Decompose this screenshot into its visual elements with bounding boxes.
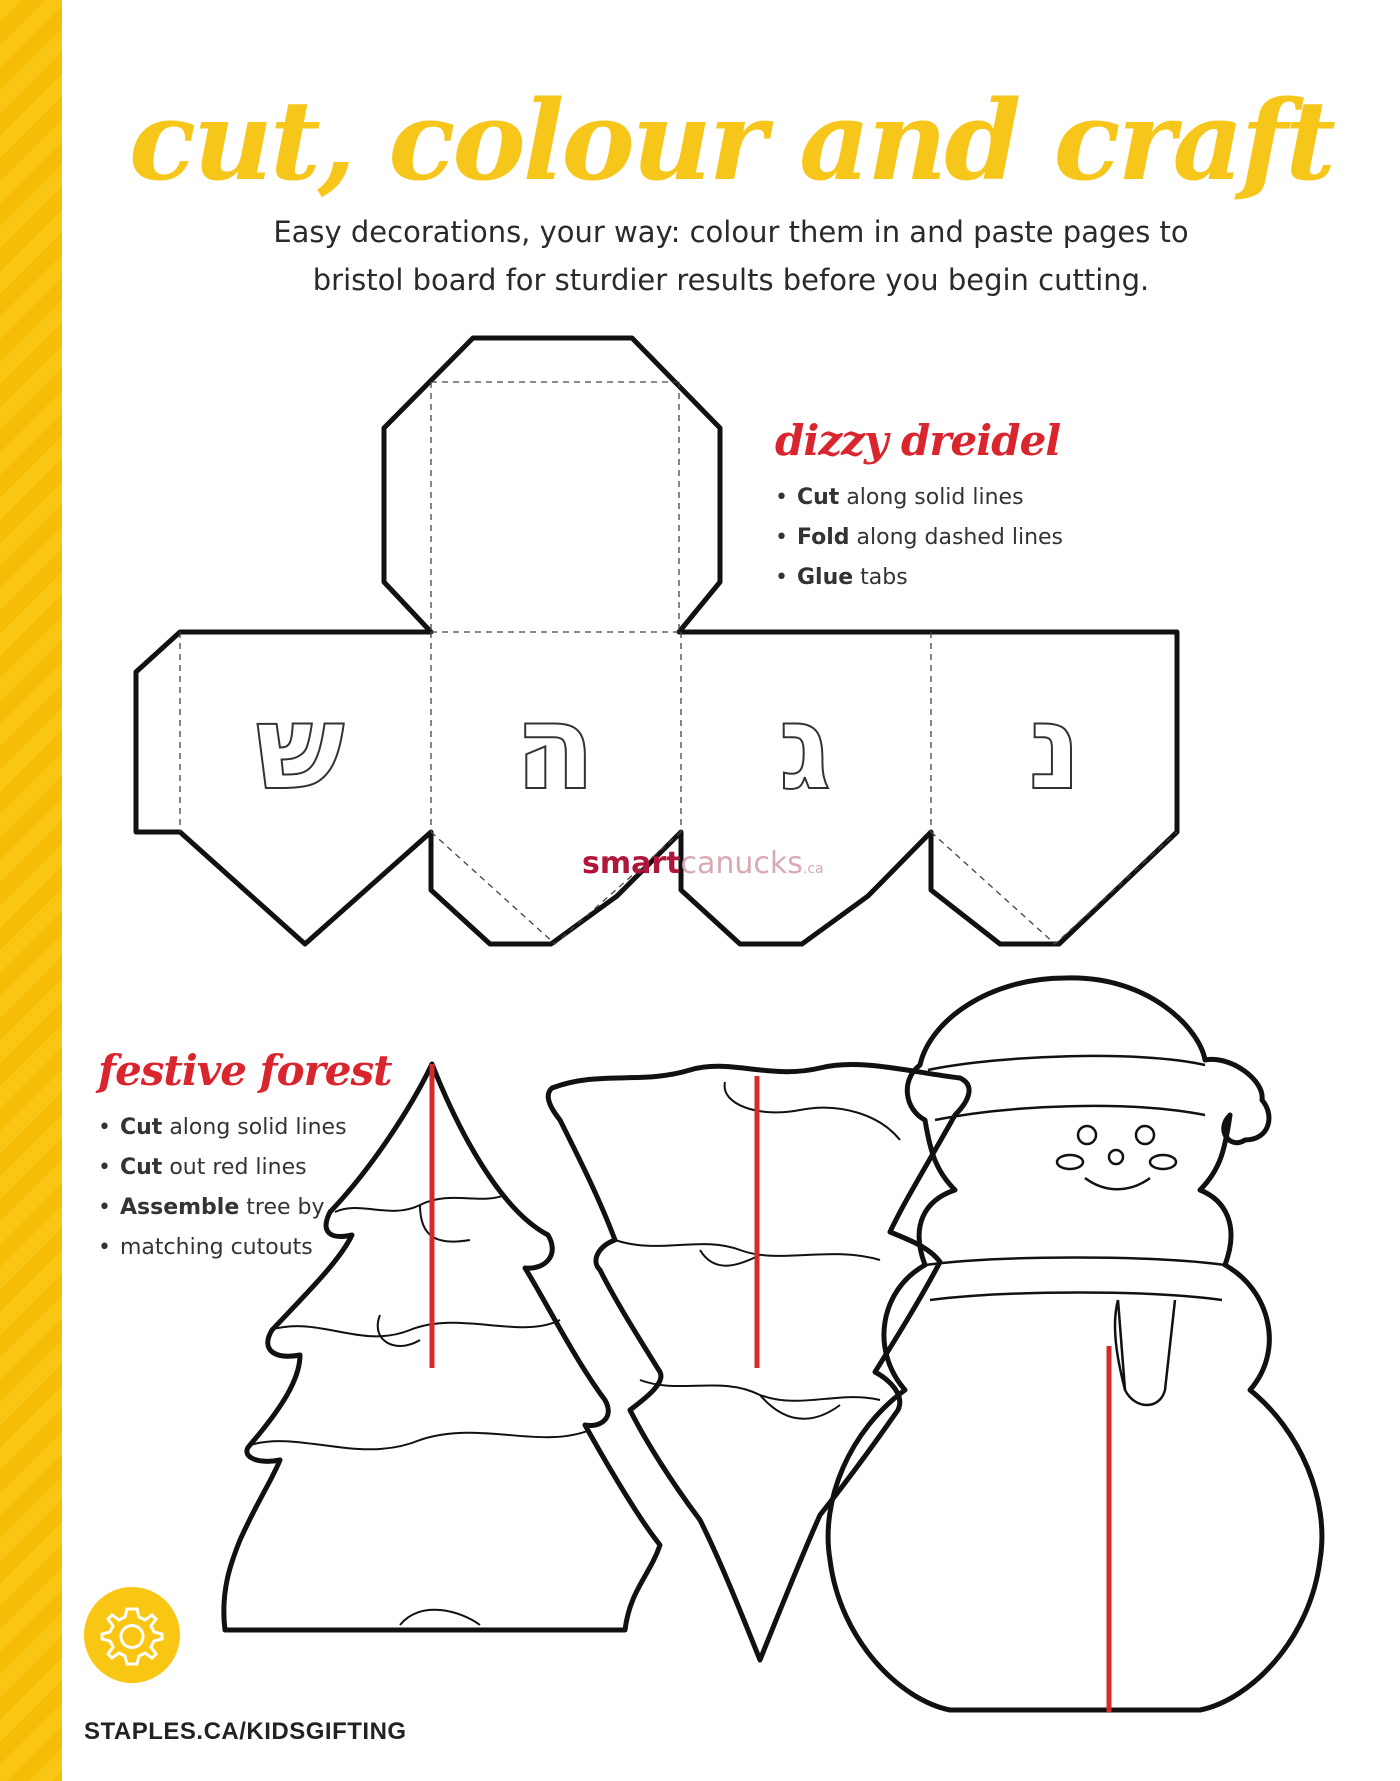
- snowman-smile: [1085, 1178, 1150, 1189]
- gear-icon: [84, 1587, 180, 1683]
- snowman-eye-left: [1078, 1126, 1096, 1144]
- subtitle-line-2: bristol board for sturdier results before you begin cutting.: [312, 263, 1150, 297]
- snowman-nose: [1109, 1150, 1123, 1164]
- snowman-cutout: [828, 978, 1322, 1710]
- watermark-canucks: canucks: [680, 846, 803, 881]
- dreidel-title: dizzy dreidel: [775, 416, 1061, 465]
- subtitle-line-1: Easy decorations, your way: colour them in and paste pages to: [273, 215, 1189, 249]
- dreidel-letter-he: ה: [514, 678, 596, 816]
- forest-steps: [98, 1108, 347, 1268]
- snowman-cheek-right: [1150, 1155, 1176, 1169]
- dreidel-letter-gimel: ג: [778, 678, 832, 816]
- footer-url[interactable]: STAPLES.CA/KIDSGIFTING: [84, 1718, 407, 1745]
- dreidel-letter-shin: ש: [255, 678, 345, 816]
- dreidel-step: • Glue tabs: [775, 558, 1063, 598]
- dreidel-letters: [255, 678, 1081, 816]
- dreidel-steps: [775, 478, 1063, 598]
- watermark: [582, 846, 824, 881]
- forest-step: • Assemble tree by: [98, 1188, 347, 1228]
- watermark-ca: .ca: [802, 861, 824, 877]
- snowman-details: [925, 1056, 1225, 1405]
- dreidel-step: • Fold along dashed lines: [775, 518, 1063, 558]
- snowman-eye-right: [1136, 1126, 1154, 1144]
- forest-title: festive forest: [98, 1046, 392, 1095]
- forest-step: • Cut out red lines: [98, 1148, 347, 1188]
- dreidel-step: • Cut along solid lines: [775, 478, 1063, 518]
- dreidel-letter-nun: נ: [1028, 678, 1082, 816]
- watermark-smart: smart: [582, 846, 681, 881]
- gear-badge: [84, 1587, 180, 1683]
- page-title: cut, colour and craft: [129, 76, 1333, 205]
- forest-step: • Cut along solid lines: [98, 1108, 347, 1148]
- forest-step-continued: • matching cutouts: [98, 1228, 347, 1268]
- snowman-cheek-left: [1057, 1155, 1083, 1169]
